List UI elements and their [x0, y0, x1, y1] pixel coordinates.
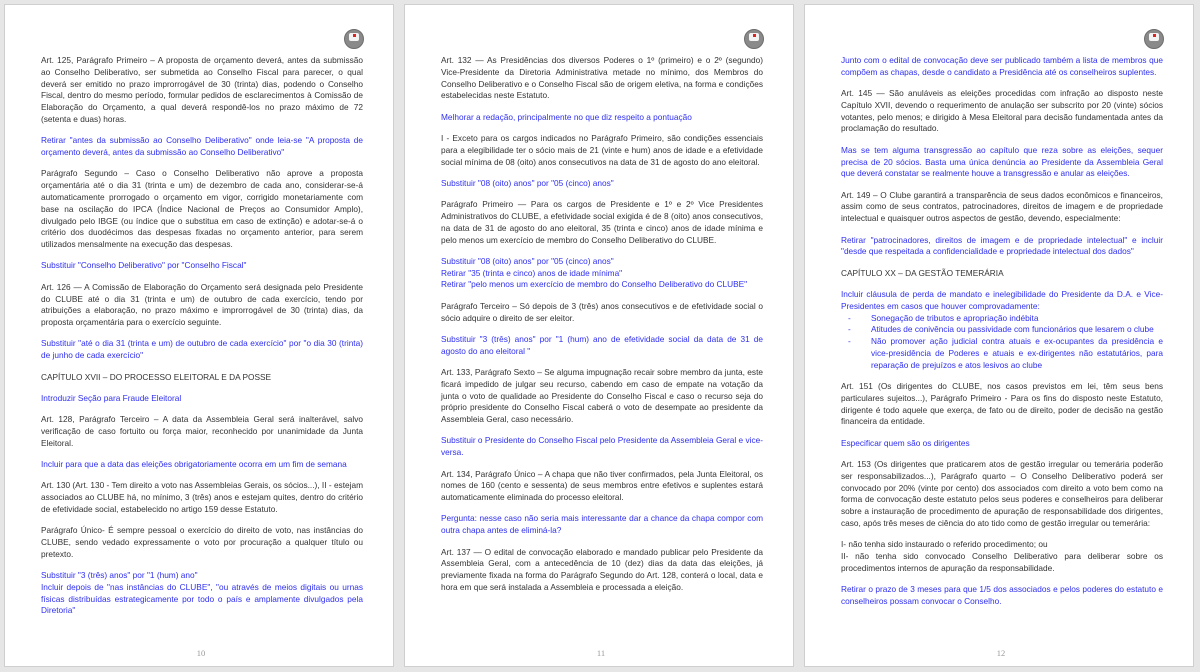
- comment-note: Junto com o edital de convocação deve ser publicado também a lista de membros que compõem as chapas, desde o candidato a Presidência até os conselheiros suplentes.: [841, 55, 1163, 77]
- comment-note: Mas se tem alguma transgressão ao capítulo que reza sobre as eleições, sequer precisa de 20 sócios. Basta uma única denúncia ao Presidente da Assembleia Geral que deverá constatar se realmente houve a transgressão e anular as eleições.: [841, 144, 1163, 179]
- document-page-10: [4, 4, 394, 667]
- statute-paragraph: Parágrafo Terceiro – Só depois de 3 (três) anos consecutivos e de efetividade social o sócio adquire o direito de ser eleitor.: [441, 300, 763, 323]
- chapter-heading: CAPÍTULO XX – DA GESTÃO TEMERÁRIA: [841, 267, 1004, 278]
- comment-note: Incluir cláusula de perda de mandato e inelegibilidade do Presidente da D.A. e Vice-Presidentes em casos que houver comprovadamente:: [841, 288, 1163, 311]
- comment-note: Substituir "até o dia 31 (trinta e um) de outubro de cada exercício" por "o dia 30 (trinta) de junho de cada exercício": [41, 338, 363, 361]
- comment-note: Substituir "08 (oito) anos" por "05 (cinco) anos": [441, 177, 614, 188]
- comment-note: Substituir "Conselho Deliberativo" por "Conselho Fiscal": [41, 260, 247, 271]
- club-logo-icon: [344, 29, 364, 49]
- comment-note: Retirar o prazo de 3 meses para que 1/5 dos associados e pelos poderes do estatuto e conselheiros possam convocar o Conselho.: [841, 584, 1163, 606]
- comment-note: Introduzir Seção para Fraude Eleitoral: [41, 392, 182, 403]
- statute-paragraph: Parágrafo Único- É sempre pessoal o exercício do direito de voto, nas instâncias do CLUBE, sendo vedado expressamente o voto por procuração a qualquer título ou pretexto.: [41, 525, 363, 559]
- page-number: 11: [596, 648, 606, 658]
- bullet-list: [841, 313, 1163, 372]
- bullet-item: - Não promover ação judicial contra atuais e ex-ocupantes da presidência e vice-presidência de Poderes e atuais e ex-dirigentes não estatutários, para reparação de prejuízos e atos lesivos ao clube: [871, 336, 1163, 371]
- comment-note: Incluir para que a data das eleições obrigatoriamente ocorra em um fim de semana: [41, 459, 347, 470]
- statute-paragraph: Art. 128, Parágrafo Terceiro – A data da Assembleia Geral será inalterável, salvo verificação de caso fortuito ou força maior, reconhecido por unanimidade da Junta Eleitoral.: [41, 414, 363, 448]
- comment-note: Retirar "patrocinadores, direitos de imagem e de propriedade intelectual" e incluir "desde que respeitada a confidencialidade e propriedade intelectual dos dados": [841, 234, 1163, 257]
- statute-paragraph: Art. 153 (Os dirigentes que praticarem atos de gestão irregular ou temerária poderão ser responsabilizados...), Parágrafo quarto – O Conselho Deliberativo poderá ser convocado por 20% (vinte por cento) dos associados com direito a voto bem como na forma de convocação deste estatuto pelos seus poderes e conselheiros para deliberar sobre a instauração de procedimento de apuração de responsabilidade dos dirigentes, caso, após três meses de ciência do ato tido como de gestão irregular ou temerária:: [841, 459, 1163, 528]
- statute-paragraph: I - Exceto para os cargos indicados no Parágrafo Primeiro, são condições essenciais para a elegibilidade ter o sócio mais de 21 (vinte e hum) anos de idade e a efetividade social mínima de 08 (oito) anos consecutivos na data de 31 de agosto do ano eleitoral.: [441, 132, 763, 167]
- statute-paragraph: Art. 149 – O Clube garantirá a transparência de seus dados econômicos e financeiros, assim como de seus contratos, patrocinadores, direitos de imagem e de propriedade intelectual e quaisquer outros aspectos de gestão, devendo, especialmente:: [841, 189, 1163, 224]
- statute-paragraph: Art. 125, Parágrafo Primeiro – A proposta de orçamento deverá, antes da submissão ao Conselho Deliberativo, ser submetida ao Conselho Fiscal para parecer, o qual deverá ser emitido no prazo improrrogável de 30 (trinta) dias, podendo o Conselho Fiscal, dentro do mesmo período, formular pedidos de esclarecimentos à Comissão de Elaboração do Orçamento, a qual deverá respondê-los no prazo máximo de 72 (setenta e duas) horas.: [41, 55, 363, 124]
- comment-note: Substituir o Presidente do Conselho Fiscal pelo Presidente da Assembleia Geral e vice-versa.: [441, 435, 763, 458]
- comment-note: Melhorar a redação, principalmente no que diz respeito a pontuação: [441, 111, 692, 122]
- page-body: [841, 55, 1163, 617]
- chapter-heading: CAPÍTULO XVII – DO PROCESSO ELEITORAL E DA POSSE: [41, 371, 272, 382]
- club-logo-icon: [744, 29, 764, 49]
- page-number: 12: [996, 648, 1006, 658]
- statute-paragraph: Art. 145 — São anuláveis as eleições procedidas com infração ao disposto neste Capítulo XVII, devendo o requerimento de anulação ser subscrito por 20 (vinte) sócios votantes, pelo menos; e dirigido à Mesa Eleitoral para decisão fundamentada antes da proclamação do resultado.: [841, 88, 1163, 134]
- bullet-item: - Atitudes de conivência ou passividade com funcionários que lesarem o clube: [871, 324, 1163, 336]
- statute-paragraph: Art. 132 — As Presidências dos diversos Poderes o 1º (primeiro) e o 2º (segundo) Vice-Presidente da Diretoria Administrativa metade no mínimo, dos Membros do Conselho Deliberativo e o Conselho Fiscal são de origem eletiva, na forma e condições estabelecidas neste Estatuto.: [441, 55, 763, 101]
- comment-note: Substituir "08 (oito) anos" por "05 (cinco) anos" Retirar "35 (trinta e cinco) anos de idade mínima" Retirar "pelo menos um exercício de membro do Conselho Deliberativo do CLUBE": [441, 255, 748, 290]
- statute-paragraph: Parágrafo Segundo – Caso o Conselho Deliberativo não aprove a proposta orçamentária até o dia 31 (trinta e um) de dezembro de cada ano, considerar-se-á automaticamente prorrogado o orçamento em vigor, corrigido monetariamente com base na oscilação do IPCA (Índice Nacional de Preços ao Consumidor Amplo), divulgado pelo IBGE (ou índice que o substitua em caso de extinção) e adotar-se-á o critério dos duodécimos das despesas fixadas no orçamento anterior, para serem utilizados mensalmente na execução das despesas.: [41, 168, 363, 250]
- comment-note: Pergunta: nesse caso não seria mais interessante dar a chance da chapa compor com outra chapa antes de eliminá-la?: [441, 513, 763, 536]
- statute-paragraph: Art. 126 — A Comissão de Elaboração do Orçamento será designada pelo Presidente do CLUBE até o dia 31 (trinta e um) de outubro de cada exercício, tendo por atribuições a elaboração, no prazo máximo e improrrogável de 30 (trinta) dias, da proposta orçamentária para o exercício seguinte.: [41, 281, 363, 328]
- statute-paragraph: Art. 133, Parágrafo Sexto – Se alguma impugnação recair sobre membro da junta, este ficará impedido de julgar seu recurso, cabendo em caso de empate na votação da junta o voto de qualidade ao Presidente do Conselho Fiscal e caso o recurso seja do próprio presidente do Conselho Fiscal caberá o voto de desempate ao presidente da Assembleia Geral, caso necessário.: [441, 366, 763, 425]
- document-page-11: [404, 4, 794, 667]
- page-number: 10: [196, 648, 206, 658]
- statute-paragraph: Art. 151 (Os dirigentes do CLUBE, nos casos previstos em lei, têm seus bens particulares sujeitos...), Parágrafo Primeiro - Para os fins do disposto neste Estatuto, dirigente é todo aquele que exerça, de fato ou de direito, poder de decisão na gestão financeira da entidade.: [841, 381, 1163, 427]
- comment-note: Substituir "3 (três) anos" por "1 (hum) ano" Incluir depois de "nas instâncias do CLUBE", "ou através de meios digitais ou urnas físicas distribuídas estrategicamente por todo o país e amplamente divulgados pela Diretoria": [41, 570, 363, 616]
- statute-paragraph: Parágrafo Primeiro — Para os cargos de Presidente e 1º e 2º Vice Presidentes Administrativos do CLUBE, a efetividade social exigida é de 8 (oito) anos consecutivos, na data de 31 de agosto do ano eleitoral, 35 (trinta e cinco) anos de idade mínima e pelo menos um exercício de membro do Conselho Deliberativo do CLUBE.: [441, 199, 763, 245]
- comment-note: Retirar "antes da submissão ao Conselho Deliberativo" onde leia-se "A proposta de orçamento deverá, antes da submissão ao Conselho Deliberativo": [41, 135, 363, 158]
- statute-paragraph: I- não tenha sido instaurado o referido procedimento; ou II- não tenha sido convocado Conselho Deliberativo para deliberar sobre os procedimentos internos de apuração da responsabilidade.: [841, 539, 1163, 573]
- page-body: [441, 55, 763, 603]
- comment-note: Especificar quem são os dirigentes: [841, 437, 970, 448]
- page-body: [41, 55, 363, 627]
- statute-paragraph: Art. 134, Parágrafo Único – A chapa que não tiver confirmados, pela Junta Eleitoral, os nomes de 160 (cento e sessenta) de seus membros entre efetivos e suplentes estará automaticamente eliminada do processo eleitoral.: [441, 468, 763, 503]
- club-logo-icon: [1144, 29, 1164, 49]
- statute-paragraph: Art. 137 — O edital de convocação elaborado e mandado publicar pelo Presidente da Assembleia Geral, com a antecedência de 10 (dez) dias da data das eleições, já previamente fixada na forma do Parágrafo Segundo do Art. 128, conterá o local, data e hora em que será instalada a Assembleia e processada a eleição.: [441, 546, 763, 592]
- document-page-12: [804, 4, 1194, 667]
- statute-paragraph: Art. 130 (Art. 130 - Tem direito a voto nas Assembleias Gerais, os sócios...), II - estejam associados ao CLUBE há, no mínimo, 3 (três) anos e estejam quites, dentro do critério de efetividade social, estabelecido no artigo 159 desse Estatuto.: [41, 480, 363, 514]
- bullet-item: - Sonegação de tributos e apropriação indébita: [871, 313, 1163, 325]
- comment-note: Substituir "3 (três) anos" por "1 (hum) ano de efetividade social da data de 31 de agosto do ano eleitoral ": [441, 333, 763, 356]
